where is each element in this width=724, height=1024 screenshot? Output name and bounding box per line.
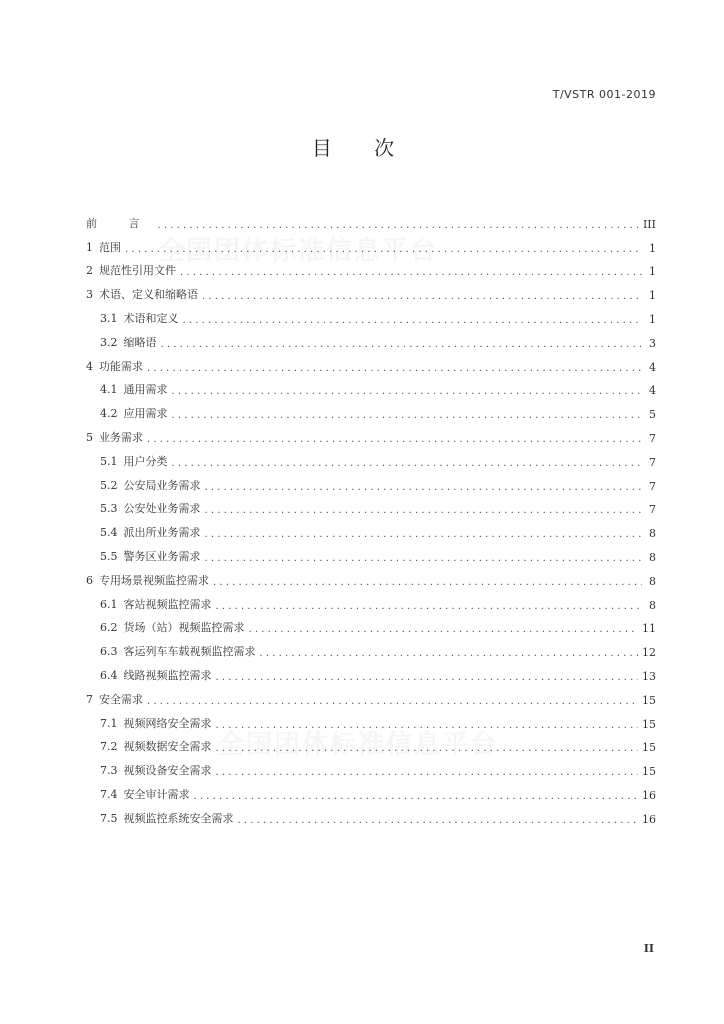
toc-entry-number: 6 — [86, 573, 93, 587]
page-number: II — [643, 942, 654, 955]
toc-entry[interactable] — [86, 302, 656, 326]
toc-leader-dots — [180, 267, 642, 278]
toc-entry-title — [100, 334, 157, 350]
toc-entry-title — [100, 596, 212, 612]
toc-entry-page: 8 — [649, 550, 656, 564]
toc-entry-label: 通用需求 — [123, 383, 168, 397]
toc-entry-label: 客站视频监控需求 — [123, 597, 212, 611]
toc-entry-page: 7 — [649, 479, 656, 493]
toc-entry-label: 公安局业务需求 — [123, 478, 201, 492]
toc-leader-dots — [194, 791, 639, 802]
toc-entry-page: 15 — [642, 717, 656, 731]
toc-entry-number: 5.5 — [100, 549, 118, 563]
toc-entry-title — [100, 548, 201, 564]
toc-entry-label: 用户分类 — [123, 454, 168, 468]
toc-leader-dots — [216, 672, 639, 683]
toc-leader-dots — [202, 291, 642, 302]
toc-entry-number: 7.5 — [100, 811, 118, 825]
toc-entry-number: 5.2 — [100, 478, 118, 492]
toc-entry[interactable] — [86, 207, 656, 231]
toc-entry[interactable] — [86, 445, 656, 469]
toc-entry-label: 线路视频监控需求 — [123, 668, 212, 682]
toc-entry-title — [100, 381, 168, 397]
toc-entry-page: 4 — [649, 360, 656, 374]
toc-leader-dots — [172, 458, 643, 469]
toc-entry-title — [100, 477, 201, 493]
toc-entry-page: 7 — [649, 455, 656, 469]
toc-entry-title — [86, 262, 176, 278]
toc-leader-dots — [249, 624, 639, 635]
toc-entry-number: 5.3 — [100, 502, 118, 516]
toc-entry-page: 8 — [649, 574, 656, 588]
toc-entry-title — [100, 524, 201, 540]
toc-entry-number: 7.2 — [100, 740, 118, 754]
toc-entry-page: 8 — [649, 527, 656, 541]
toc-entry-page: 12 — [642, 646, 656, 660]
toc-entry[interactable] — [86, 374, 656, 398]
toc-entry-label: 视频网络安全需求 — [123, 716, 212, 730]
toc-entry[interactable] — [86, 802, 656, 826]
toc-entry-title — [100, 405, 168, 421]
toc-entry-label: 视频监控系统安全需求 — [123, 811, 234, 825]
toc-entry[interactable] — [86, 635, 656, 659]
document-code: T/VSTR 001-2019 — [552, 88, 656, 101]
toc-entry[interactable] — [86, 516, 656, 540]
toc-entry-page: 11 — [642, 622, 656, 636]
toc-entry-title — [100, 786, 190, 802]
toc-entry-label: 术语、定义和缩略语 — [99, 288, 198, 302]
toc-entry[interactable] — [86, 493, 656, 517]
watermark-text: 全国团体标准信息平台 — [218, 730, 499, 760]
toc-entry[interactable] — [86, 278, 656, 302]
toc-entry-page: 3 — [649, 336, 656, 350]
toc-leader-dots — [216, 743, 639, 754]
toc-entry-page: 1 — [649, 289, 656, 303]
toc-entry[interactable] — [86, 231, 656, 255]
toc-entry-page: 1 — [649, 241, 656, 255]
toc-leader-dots — [216, 601, 643, 612]
toc-entry-label: 视频数据安全需求 — [123, 740, 212, 754]
toc-entry[interactable] — [86, 326, 656, 350]
toc-entry-title — [100, 810, 234, 826]
toc-entry-label: 业务需求 — [99, 430, 143, 444]
toc-entry-number: 3 — [86, 288, 93, 302]
toc-leader-dots — [125, 244, 642, 255]
toc-entry-page: 5 — [649, 408, 656, 422]
toc-leader-dots — [172, 386, 643, 397]
toc-entry-page: 1 — [649, 312, 656, 326]
toc-entry-number: 6.4 — [100, 668, 118, 682]
toc-entry-number: 3.2 — [100, 335, 118, 349]
toc-leader-dots — [216, 720, 639, 731]
toc-entry-label: 警务区业务需求 — [123, 549, 201, 563]
toc-entry-label: 安全需求 — [99, 692, 143, 706]
toc-entry-page: III — [642, 217, 656, 231]
toc-leader-dots — [238, 815, 639, 826]
toc-entry-number: 1 — [86, 240, 93, 254]
toc-entry-number: 2 — [86, 264, 93, 278]
toc-entry[interactable] — [86, 707, 656, 731]
toc-entry-title — [86, 286, 198, 302]
toc-entry-number: 7.4 — [100, 787, 118, 801]
toc-entry-number: 4.1 — [100, 383, 118, 397]
toc-entry[interactable] — [86, 683, 656, 707]
toc-entry[interactable] — [86, 421, 656, 445]
toc-leader-dots — [205, 482, 643, 493]
toc-entry-label: 安全审计需求 — [123, 787, 190, 801]
toc-entry-label: 前 言 — [86, 216, 154, 230]
toc-entry[interactable] — [86, 540, 656, 564]
toc-entry-title — [100, 762, 212, 778]
toc-entry-page: 15 — [642, 741, 656, 755]
toc-entry-title — [100, 619, 245, 635]
toc-entry-page: 15 — [642, 765, 656, 779]
toc-entry[interactable] — [86, 588, 656, 612]
toc-leader-dots — [147, 363, 642, 374]
toc-entry-title — [86, 429, 143, 445]
toc-leader-dots — [213, 577, 642, 588]
toc-entry-title — [100, 453, 168, 469]
toc-entry[interactable] — [86, 731, 656, 755]
toc-leader-dots — [205, 529, 643, 540]
toc-leader-dots — [172, 410, 643, 421]
toc-entry-label: 术语和定义 — [123, 311, 179, 325]
toc-entry-label: 范围 — [99, 240, 121, 254]
toc-entry-page: 13 — [642, 669, 656, 683]
toc-entry-label: 视频设备安全需求 — [123, 764, 212, 778]
toc-entry-title — [100, 738, 212, 754]
toc-entry[interactable] — [86, 659, 656, 683]
toc-entry-number: 7 — [86, 692, 93, 706]
toc-leader-dots — [205, 505, 643, 516]
toc-leader-dots — [147, 696, 638, 707]
toc-entry-title — [100, 715, 212, 731]
toc-entry-label: 客运列车车载视频监控需求 — [123, 645, 256, 659]
page-title: 目 次 — [311, 136, 413, 160]
toc-entry-number: 4 — [86, 359, 93, 373]
toc-entry-page: 16 — [642, 812, 656, 826]
toc-entry[interactable] — [86, 612, 656, 636]
toc-leader-dots — [183, 315, 643, 326]
toc-entry-number: 7.1 — [100, 716, 118, 730]
toc-leader-dots — [260, 648, 639, 659]
toc-entry[interactable] — [86, 255, 656, 279]
toc-entry-label: 货场（站）视频监控需求 — [123, 621, 245, 635]
toc-entry-label: 功能需求 — [99, 359, 143, 373]
table-of-contents — [86, 207, 656, 826]
toc-entry-title — [86, 239, 121, 255]
toc-entry-page: 8 — [649, 598, 656, 612]
toc-entry-number: 4.2 — [100, 407, 118, 421]
toc-entry-number: 3.1 — [100, 311, 118, 325]
toc-entry-number: 5.1 — [100, 454, 118, 468]
toc-entry-page: 4 — [649, 384, 656, 398]
toc-entry-number: 7.3 — [100, 764, 118, 778]
toc-leader-dots — [161, 339, 643, 350]
toc-leader-dots — [147, 434, 642, 445]
toc-entry-number: 5 — [86, 430, 93, 444]
toc-entry[interactable] — [86, 564, 656, 588]
watermark-text: 全国团体标准信息平台 — [158, 236, 439, 266]
toc-entry-page: 7 — [649, 503, 656, 517]
toc-entry-title — [100, 643, 256, 659]
toc-entry-title — [100, 667, 212, 683]
toc-entry-label: 专用场景视频监控需求 — [99, 573, 209, 587]
toc-entry-number: 6.3 — [100, 645, 118, 659]
toc-entry-number: 6.2 — [100, 621, 118, 635]
toc-entry-label: 派出所业务需求 — [123, 526, 201, 540]
toc-entry-title — [86, 572, 209, 588]
toc-leader-dots — [216, 767, 639, 778]
toc-entry-title — [86, 691, 143, 707]
toc-entry-title — [100, 310, 179, 326]
toc-entry-label: 缩略语 — [123, 335, 157, 349]
toc-entry-title — [86, 215, 154, 231]
toc-entry-page: 7 — [649, 431, 656, 445]
toc-entry-label: 公安处业务需求 — [123, 502, 201, 516]
toc-entry-title — [86, 358, 143, 374]
toc-entry-title — [100, 500, 201, 516]
toc-entry-page: 1 — [649, 265, 656, 279]
toc-entry-number: 5.4 — [100, 526, 118, 540]
toc-leader-dots — [205, 553, 643, 564]
toc-entry[interactable] — [86, 778, 656, 802]
toc-entry-page: 16 — [642, 788, 656, 802]
toc-entry-number: 6.1 — [100, 597, 118, 611]
toc-entry-page: 15 — [642, 693, 656, 707]
toc-entry[interactable] — [86, 397, 656, 421]
toc-entry-label: 规范性引用文件 — [99, 264, 176, 278]
toc-entry[interactable] — [86, 754, 656, 778]
toc-entry-label: 应用需求 — [123, 407, 168, 421]
toc-entry[interactable] — [86, 350, 656, 374]
toc-leader-dots — [158, 220, 639, 231]
toc-entry[interactable] — [86, 469, 656, 493]
